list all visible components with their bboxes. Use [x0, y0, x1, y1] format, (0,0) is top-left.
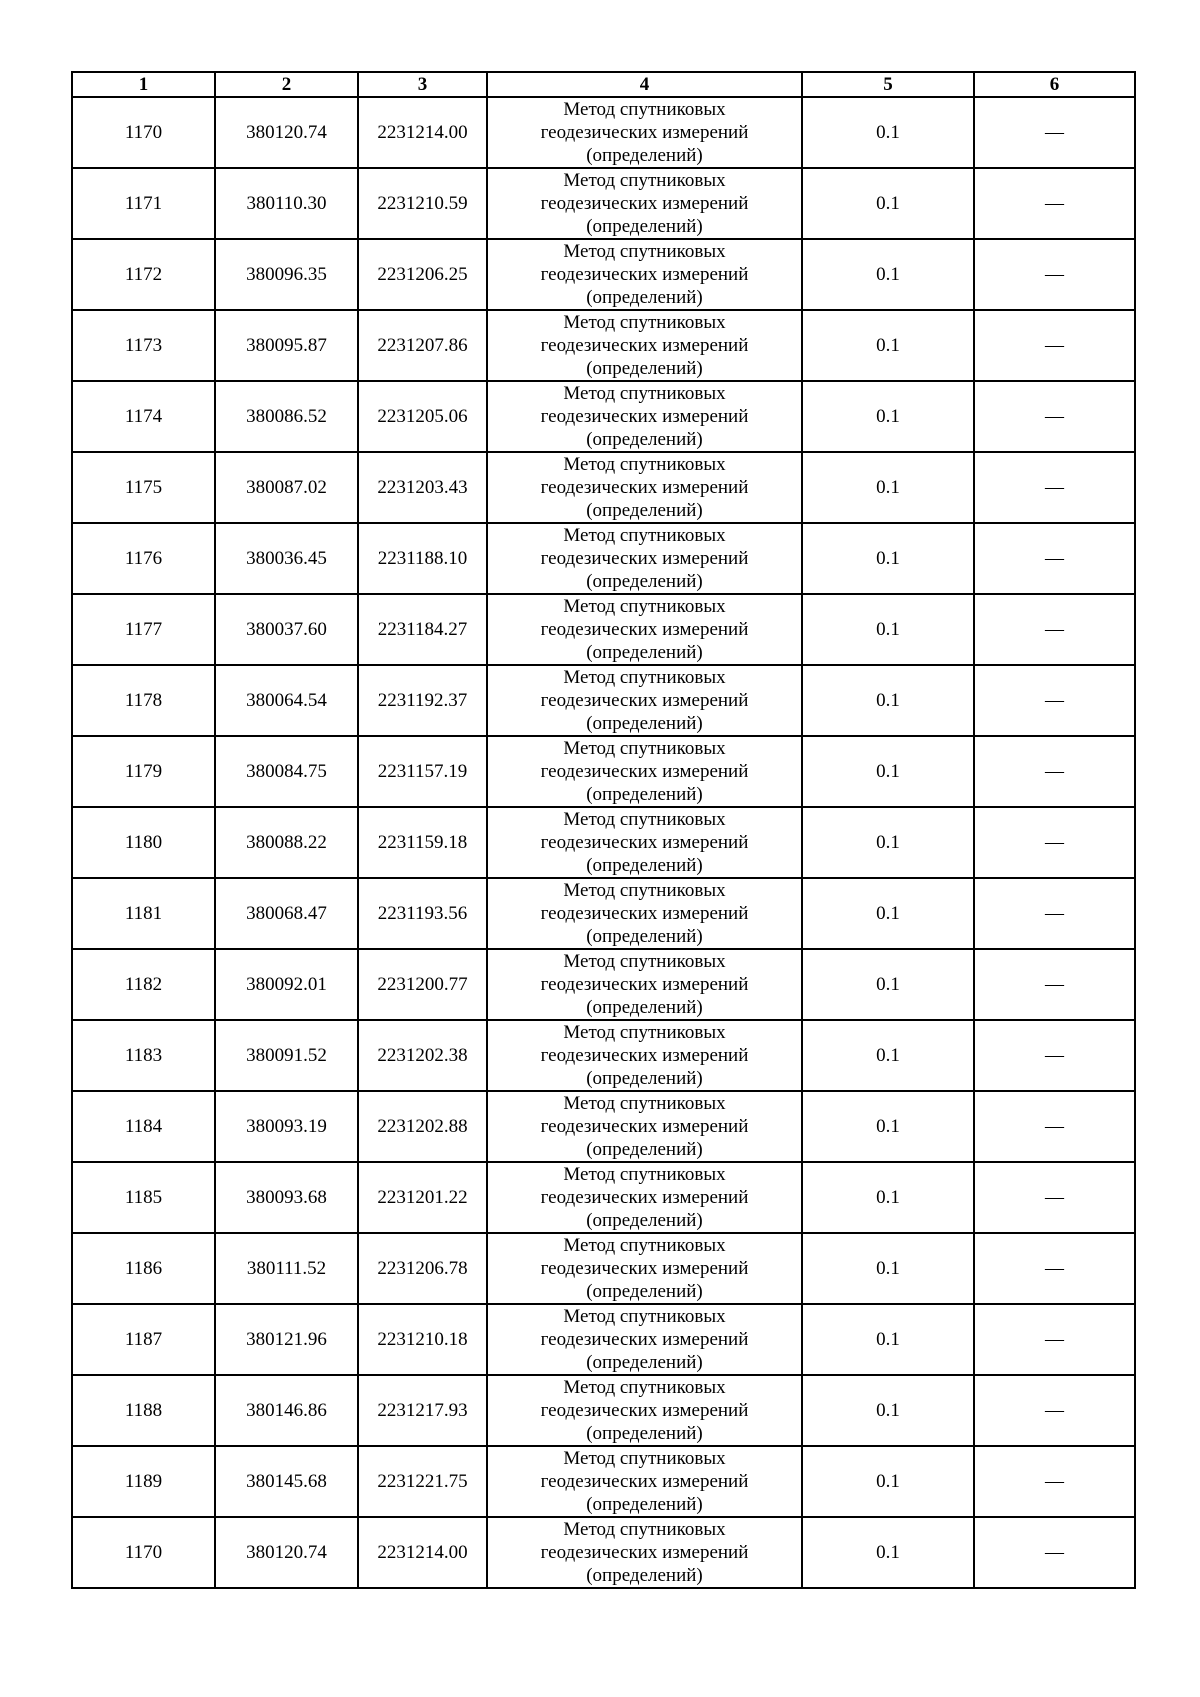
note-cell: —: [974, 239, 1135, 310]
table-row: [72, 310, 1135, 381]
method-text-line: (определений): [586, 145, 703, 166]
coordinate-x-cell: 380120.74: [215, 1517, 358, 1588]
method-text-line: (определений): [586, 571, 703, 592]
coordinate-y-cell: 2231221.75: [358, 1446, 487, 1517]
coordinate-y-cell: 2231184.27: [358, 594, 487, 665]
table-row: [72, 168, 1135, 239]
method-text-line: (определений): [586, 429, 703, 450]
method-text-line: Метод спутниковых: [563, 525, 726, 546]
method-text-line: (определений): [586, 1068, 703, 1089]
table-row: [72, 97, 1135, 168]
point-number-cell: 1181: [72, 878, 215, 949]
coordinate-x-cell: 380091.52: [215, 1020, 358, 1091]
coordinate-x-cell: 380064.54: [215, 665, 358, 736]
method-text-line: геодезических измерений: [540, 335, 749, 356]
point-number-cell: 1170: [72, 1517, 215, 1588]
method-text-line: геодезических измерений: [540, 1329, 749, 1350]
method-cell: [487, 1091, 802, 1162]
coordinate-x-cell: 380095.87: [215, 310, 358, 381]
header-row: [72, 72, 1135, 97]
method-text-line: геодезических измерений: [540, 974, 749, 995]
accuracy-cell: 0.1: [802, 1446, 974, 1517]
table-row: [72, 1304, 1135, 1375]
table-row: [72, 1091, 1135, 1162]
point-number-cell: 1184: [72, 1091, 215, 1162]
method-text-line: (определений): [586, 642, 703, 663]
coordinate-y-cell: 2231188.10: [358, 523, 487, 594]
method-cell: [487, 949, 802, 1020]
method-text-line: Метод спутниковых: [563, 1164, 726, 1185]
accuracy-cell: 0.1: [802, 736, 974, 807]
method-cell: [487, 1020, 802, 1091]
point-number-cell: 1175: [72, 452, 215, 523]
note-cell: —: [974, 168, 1135, 239]
method-cell: [487, 1375, 802, 1446]
column-header-5: 5: [802, 72, 974, 97]
method-text-line: Метод спутниковых: [563, 170, 726, 191]
note-cell: —: [974, 1375, 1135, 1446]
method-text-line: (определений): [586, 358, 703, 379]
column-header-3: 3: [358, 72, 487, 97]
method-cell: [487, 1162, 802, 1233]
method-text-line: геодезических измерений: [540, 761, 749, 782]
accuracy-cell: 0.1: [802, 807, 974, 878]
method-text-line: (определений): [586, 926, 703, 947]
method-cell: [487, 381, 802, 452]
method-text-line: Метод спутниковых: [563, 738, 726, 759]
method-text-line: Метод спутниковых: [563, 454, 726, 475]
column-header-4: 4: [487, 72, 802, 97]
note-cell: —: [974, 878, 1135, 949]
column-header-2: 2: [215, 72, 358, 97]
method-text-line: Метод спутниковых: [563, 809, 726, 830]
method-text-line: (определений): [586, 1565, 703, 1586]
method-text-line: Метод спутниковых: [563, 241, 726, 262]
note-cell: —: [974, 523, 1135, 594]
method-text-line: геодезических измерений: [540, 1187, 749, 1208]
coordinate-x-cell: 380096.35: [215, 239, 358, 310]
method-text-line: геодезических измерений: [540, 1542, 749, 1563]
method-text-line: Метод спутниковых: [563, 1022, 726, 1043]
coordinate-x-cell: 380068.47: [215, 878, 358, 949]
point-number-cell: 1179: [72, 736, 215, 807]
method-text-line: (определений): [586, 1352, 703, 1373]
method-cell: [487, 807, 802, 878]
coordinate-x-cell: 380146.86: [215, 1375, 358, 1446]
method-text-line: (определений): [586, 1494, 703, 1515]
coordinate-x-cell: 380036.45: [215, 523, 358, 594]
table-row: [72, 736, 1135, 807]
coordinate-y-cell: 2231217.93: [358, 1375, 487, 1446]
accuracy-cell: 0.1: [802, 523, 974, 594]
method-text-line: геодезических измерений: [540, 1471, 749, 1492]
accuracy-cell: 0.1: [802, 949, 974, 1020]
point-number-cell: 1176: [72, 523, 215, 594]
accuracy-cell: 0.1: [802, 1304, 974, 1375]
method-cell: [487, 239, 802, 310]
table-row: [72, 949, 1135, 1020]
accuracy-cell: 0.1: [802, 1233, 974, 1304]
point-number-cell: 1178: [72, 665, 215, 736]
method-text-line: Метод спутниковых: [563, 667, 726, 688]
method-text-line: Метод спутниковых: [563, 312, 726, 333]
method-text-line: (определений): [586, 855, 703, 876]
coordinate-y-cell: 2231206.25: [358, 239, 487, 310]
note-cell: —: [974, 1304, 1135, 1375]
table-row: [72, 1517, 1135, 1588]
accuracy-cell: 0.1: [802, 878, 974, 949]
method-cell: [487, 665, 802, 736]
method-text-line: (определений): [586, 500, 703, 521]
method-cell: [487, 452, 802, 523]
point-number-cell: 1185: [72, 1162, 215, 1233]
method-text-line: Метод спутниковых: [563, 1306, 726, 1327]
accuracy-cell: 0.1: [802, 665, 974, 736]
method-text-line: (определений): [586, 1210, 703, 1231]
point-number-cell: 1188: [72, 1375, 215, 1446]
method-text-line: Метод спутниковых: [563, 596, 726, 617]
accuracy-cell: 0.1: [802, 381, 974, 452]
method-text-line: геодезических измерений: [540, 264, 749, 285]
point-number-cell: 1186: [72, 1233, 215, 1304]
method-text-line: (определений): [586, 713, 703, 734]
coordinate-x-cell: 380145.68: [215, 1446, 358, 1517]
coordinates-table: [71, 71, 1136, 1589]
method-text-line: Метод спутниковых: [563, 1448, 726, 1469]
coordinate-y-cell: 2231207.86: [358, 310, 487, 381]
note-cell: —: [974, 1446, 1135, 1517]
method-cell: [487, 97, 802, 168]
table-row: [72, 1375, 1135, 1446]
method-cell: [487, 310, 802, 381]
method-text-line: Метод спутниковых: [563, 1093, 726, 1114]
accuracy-cell: 0.1: [802, 452, 974, 523]
note-cell: —: [974, 594, 1135, 665]
note-cell: —: [974, 1091, 1135, 1162]
point-number-cell: 1173: [72, 310, 215, 381]
method-cell: [487, 168, 802, 239]
method-text-line: геодезических измерений: [540, 406, 749, 427]
column-header-6: 6: [974, 72, 1135, 97]
coordinate-y-cell: 2231206.78: [358, 1233, 487, 1304]
coordinate-x-cell: 380087.02: [215, 452, 358, 523]
accuracy-cell: 0.1: [802, 1162, 974, 1233]
coordinate-y-cell: 2231193.56: [358, 878, 487, 949]
point-number-cell: 1174: [72, 381, 215, 452]
accuracy-cell: 0.1: [802, 310, 974, 381]
coordinate-x-cell: 380110.30: [215, 168, 358, 239]
note-cell: —: [974, 381, 1135, 452]
table-row: [72, 381, 1135, 452]
accuracy-cell: 0.1: [802, 239, 974, 310]
note-cell: —: [974, 807, 1135, 878]
point-number-cell: 1187: [72, 1304, 215, 1375]
table-row: [72, 1020, 1135, 1091]
method-text-line: Метод спутниковых: [563, 1519, 726, 1540]
method-text-line: геодезических измерений: [540, 690, 749, 711]
method-text-line: Метод спутниковых: [563, 1377, 726, 1398]
method-text-line: геодезических измерений: [540, 477, 749, 498]
point-number-cell: 1180: [72, 807, 215, 878]
note-cell: —: [974, 1162, 1135, 1233]
point-number-cell: 1177: [72, 594, 215, 665]
method-text-line: геодезических измерений: [540, 1116, 749, 1137]
coordinate-x-cell: 380120.74: [215, 97, 358, 168]
table-body: [72, 97, 1135, 1588]
table-row: [72, 807, 1135, 878]
coordinate-y-cell: 2231214.00: [358, 1517, 487, 1588]
method-text-line: геодезических измерений: [540, 619, 749, 640]
method-cell: [487, 523, 802, 594]
method-text-line: (определений): [586, 1423, 703, 1444]
method-text-line: геодезических измерений: [540, 832, 749, 853]
coordinate-y-cell: 2231200.77: [358, 949, 487, 1020]
method-text-line: геодезических измерений: [540, 1045, 749, 1066]
coordinate-x-cell: 380092.01: [215, 949, 358, 1020]
point-number-cell: 1170: [72, 97, 215, 168]
table-row: [72, 1162, 1135, 1233]
point-number-cell: 1171: [72, 168, 215, 239]
coordinate-x-cell: 380086.52: [215, 381, 358, 452]
coordinate-y-cell: 2231210.59: [358, 168, 487, 239]
note-cell: —: [974, 665, 1135, 736]
method-text-line: (определений): [586, 216, 703, 237]
method-cell: [487, 736, 802, 807]
method-cell: [487, 878, 802, 949]
method-text-line: геодезических измерений: [540, 193, 749, 214]
coordinate-y-cell: 2231192.37: [358, 665, 487, 736]
method-text-line: (определений): [586, 997, 703, 1018]
point-number-cell: 1172: [72, 239, 215, 310]
coordinate-y-cell: 2231202.88: [358, 1091, 487, 1162]
table-row: [72, 452, 1135, 523]
method-text-line: (определений): [586, 1281, 703, 1302]
coordinate-y-cell: 2231210.18: [358, 1304, 487, 1375]
coordinate-x-cell: 380093.19: [215, 1091, 358, 1162]
method-text-line: Метод спутниковых: [563, 951, 726, 972]
method-text-line: Метод спутниковых: [563, 99, 726, 120]
accuracy-cell: 0.1: [802, 1375, 974, 1446]
accuracy-cell: 0.1: [802, 594, 974, 665]
note-cell: —: [974, 97, 1135, 168]
method-text-line: геодезических измерений: [540, 1400, 749, 1421]
note-cell: —: [974, 736, 1135, 807]
method-cell: [487, 1304, 802, 1375]
note-cell: —: [974, 1233, 1135, 1304]
method-text-line: геодезических измерений: [540, 122, 749, 143]
method-text-line: геодезических измерений: [540, 548, 749, 569]
table-row: [72, 523, 1135, 594]
method-cell: [487, 1517, 802, 1588]
note-cell: —: [974, 310, 1135, 381]
document-page: [71, 71, 1134, 1589]
coordinate-x-cell: 380111.52: [215, 1233, 358, 1304]
coordinate-x-cell: 380088.22: [215, 807, 358, 878]
point-number-cell: 1183: [72, 1020, 215, 1091]
coordinate-x-cell: 380037.60: [215, 594, 358, 665]
method-text-line: геодезических измерений: [540, 903, 749, 924]
method-text-line: Метод спутниковых: [563, 1235, 726, 1256]
method-text-line: (определений): [586, 1139, 703, 1160]
coordinate-y-cell: 2231205.06: [358, 381, 487, 452]
coordinate-y-cell: 2231159.18: [358, 807, 487, 878]
table-row: [72, 665, 1135, 736]
accuracy-cell: 0.1: [802, 1020, 974, 1091]
point-number-cell: 1182: [72, 949, 215, 1020]
coordinate-y-cell: 2231214.00: [358, 97, 487, 168]
method-cell: [487, 594, 802, 665]
accuracy-cell: 0.1: [802, 168, 974, 239]
accuracy-cell: 0.1: [802, 1517, 974, 1588]
method-cell: [487, 1446, 802, 1517]
coordinate-y-cell: 2231201.22: [358, 1162, 487, 1233]
method-text-line: Метод спутниковых: [563, 383, 726, 404]
accuracy-cell: 0.1: [802, 97, 974, 168]
method-cell: [487, 1233, 802, 1304]
method-text-line: (определений): [586, 784, 703, 805]
table-row: [72, 878, 1135, 949]
table-row: [72, 1233, 1135, 1304]
coordinate-x-cell: 380093.68: [215, 1162, 358, 1233]
note-cell: —: [974, 1020, 1135, 1091]
table-row: [72, 239, 1135, 310]
point-number-cell: 1189: [72, 1446, 215, 1517]
coordinate-x-cell: 380084.75: [215, 736, 358, 807]
accuracy-cell: 0.1: [802, 1091, 974, 1162]
coordinate-y-cell: 2231202.38: [358, 1020, 487, 1091]
method-text-line: (определений): [586, 287, 703, 308]
method-text-line: геодезических измерений: [540, 1258, 749, 1279]
note-cell: —: [974, 949, 1135, 1020]
note-cell: —: [974, 452, 1135, 523]
table-row: [72, 594, 1135, 665]
coordinate-y-cell: 2231157.19: [358, 736, 487, 807]
coordinate-y-cell: 2231203.43: [358, 452, 487, 523]
column-header-1: 1: [72, 72, 215, 97]
coordinate-x-cell: 380121.96: [215, 1304, 358, 1375]
method-text-line: Метод спутниковых: [563, 880, 726, 901]
table-row: [72, 1446, 1135, 1517]
note-cell: —: [974, 1517, 1135, 1588]
